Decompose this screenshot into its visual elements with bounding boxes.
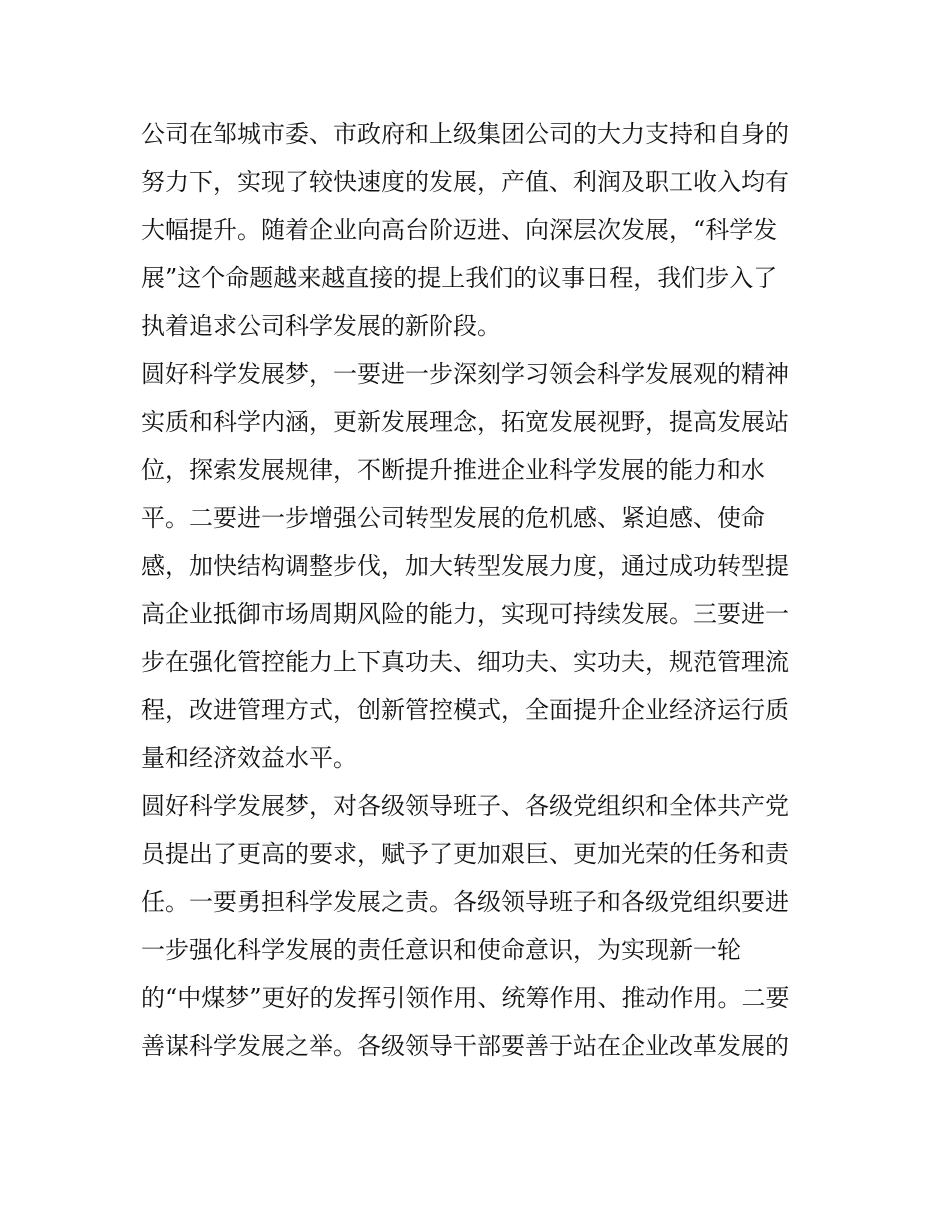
text-line-10: 感，加快结构调整步伐，加大转型发展力度，通过成功转型提	[141, 552, 789, 580]
text-line-5: 执着追求公司科学发展的新阶段。	[141, 312, 501, 340]
document-body	[141, 110, 813, 1070]
text-line-4: 展”这个命题越来越直接的提上我们的议事日程，我们步入了	[141, 264, 778, 292]
text-line-16: 员提出了更高的要求，赋予了更加艰巨、更加光荣的任务和责	[141, 840, 789, 868]
text-line-13: 程，改进管理方式，创新管控模式，全面提升企业经济运行质	[141, 696, 789, 724]
text-line-20: 善谋科学发展之举。各级领导干部要善于站在企业改革发展的	[141, 1032, 789, 1060]
text-line-6: 圆好科学发展梦，一要进一步深刻学习领会科学发展观的精神	[141, 360, 789, 388]
text-line-2: 努力下，实现了较快速度的发展，产值、利润及职工收入均有	[141, 168, 789, 196]
text-line-9: 平。二要进一步增强公司转型发展的危机感、紧迫感、使命	[141, 504, 765, 532]
text-line-19: 的“中煤梦”更好的发挥引领作用、统筹作用、推动作用。二要	[141, 984, 790, 1012]
text-line-12: 步在强化管控能力上下真功夫、细功夫、实功夫，规范管理流	[141, 648, 789, 676]
text-line-18: 一步强化科学发展的责任意识和使命意识，为实现新一轮	[141, 936, 741, 964]
text-line-8: 位，探索发展规律，不断提升推进企业科学发展的能力和水	[141, 456, 765, 484]
text-line-17: 任。一要勇担科学发展之责。各级领导班子和各级党组织要进	[141, 888, 789, 916]
text-line-11: 高企业抵御市场周期风险的能力，实现可持续发展。三要进一	[141, 600, 789, 628]
text-line-1: 公司在邹城市委、市政府和上级集团公司的大力支持和自身的	[141, 120, 789, 148]
text-line-7: 实质和科学内涵，更新发展理念，拓宽发展视野，提高发展站	[141, 408, 789, 436]
text-line-3: 大幅提升。随着企业向高台阶迈进、向深层次发展，“科学发	[141, 216, 778, 244]
text-line-14: 量和经济效益水平。	[141, 744, 357, 772]
text-line-15: 圆好科学发展梦，对各级领导班子、各级党组织和全体共产党	[141, 792, 789, 820]
